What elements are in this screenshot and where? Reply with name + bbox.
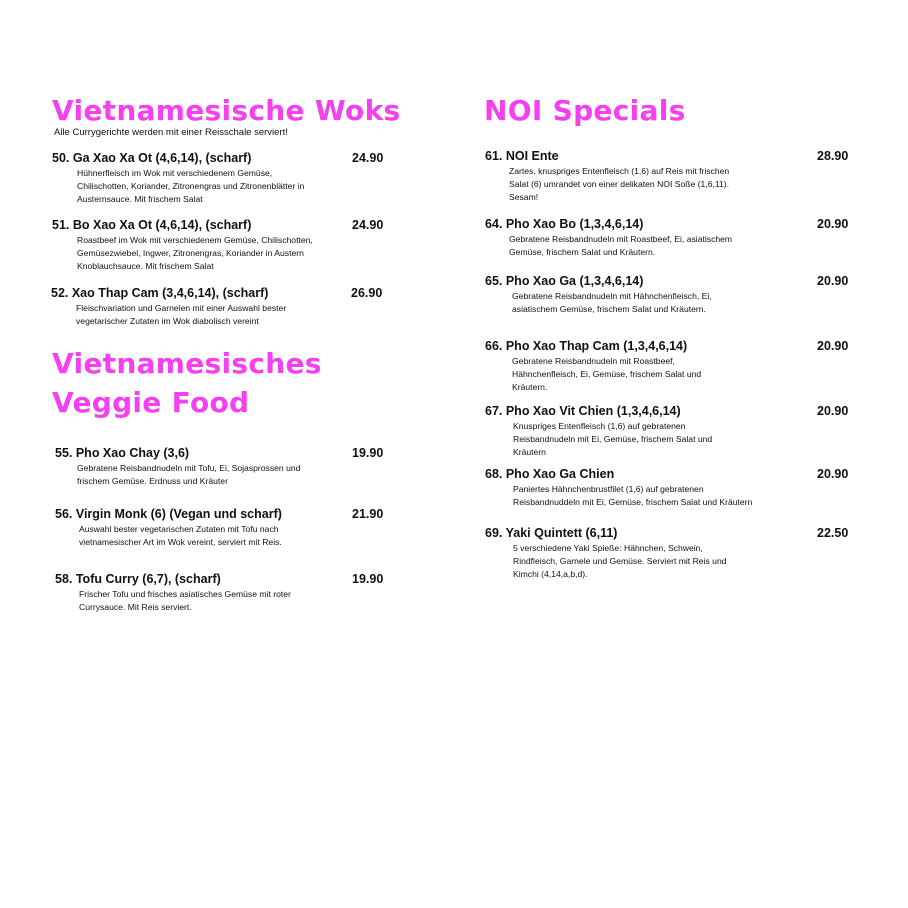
item-description: Fleischvariation und Garnelen mit einer Auswahl bester vegetarischer Zutaten im Wok diabolisch vereint xyxy=(76,303,287,326)
item-description: Gebratene Reisbandnudeln mit Roastbeef, Ei, asiatischem Gemüse, frischem Salat und Kräutern. xyxy=(509,234,733,257)
item-price: 21.90 xyxy=(352,507,384,521)
item-price: 20.90 xyxy=(817,404,849,418)
item-name: 65. Pho Xao Ga (1,3,4,6,14) xyxy=(485,274,644,288)
menu-item-65 xyxy=(485,274,849,316)
menu-item-56 xyxy=(55,507,384,549)
section-title-veggie-line2: Veggie Food xyxy=(52,386,250,419)
item-price: 28.90 xyxy=(817,149,849,163)
menu-item-50 xyxy=(52,151,384,205)
menu-item-68 xyxy=(485,467,849,509)
item-name: 56. Virgin Monk (6) (Vegan und scharf) xyxy=(55,507,282,521)
menu-item-55 xyxy=(55,446,384,488)
menu-item-67 xyxy=(485,404,849,458)
item-name: 66. Pho Xao Thap Cam (1,3,4,6,14) xyxy=(485,339,688,353)
item-price: 24.90 xyxy=(352,218,384,232)
item-price: 19.90 xyxy=(352,572,384,586)
menu-item-61 xyxy=(485,149,849,203)
section-title-specials: NOI Specials xyxy=(484,94,686,127)
section-title-veggie-line1: Vietnamesisches xyxy=(52,347,322,380)
item-description: Gebratene Reisbandnudeln mit Tofu, Ei, Sojasprossen und frischem Gemüse. Erdnuss und Kräuter xyxy=(77,463,301,486)
item-description: 5 verschiedene Yaki Spieße: Hähnchen, Schwein, Rindfleisch, Garnele und Gemüse. Serviert mit Reis und Kimchi (4,14,a,b,d). xyxy=(513,543,727,579)
item-price: 20.90 xyxy=(817,339,849,353)
item-name: 55. Pho Xao Chay (3,6) xyxy=(55,446,190,460)
item-price: 26.90 xyxy=(351,286,383,300)
menu-item-51 xyxy=(52,218,384,272)
section-subtitle-woks: Alle Currygerichte werden mit einer Reisschale serviert! xyxy=(54,127,288,138)
section-title-woks: Vietnamesische Woks xyxy=(52,94,401,127)
menu-item-52 xyxy=(51,286,383,328)
item-name: 51. Bo Xao Xa Ot (4,6,14), (scharf) xyxy=(52,218,252,232)
item-description: Knuspriges Entenfleisch (1,6) auf gebratenen Reisbandnudeln mit Ei, Gemüse, frischem Salat und Kräutern xyxy=(513,421,713,457)
item-name: 58. Tofu Curry (6,7), (scharf) xyxy=(55,572,221,586)
item-description: Gebratene Reisbandnudeln mit Roastbeef, Hähnchenfleisch, Ei, Gemüse, frischem Salat und Kräutern. xyxy=(512,356,702,392)
item-description: Paniertes Hähnchenbrustfilet (1,6) auf gebratenen Reisbandnuddeln mit Ei, Gemüse, frischem Salat und Kräutern xyxy=(513,484,753,507)
item-description: Roastbeef im Wok mit verschiedenem Gemüse, Chilischotten, Gemüsezwiebel, Ingwer, Zitronengras, Koriander in Austern Knoblauchsauce. Mit frischem Salat xyxy=(77,235,313,271)
item-name: 61. NOI Ente xyxy=(485,149,559,163)
item-price: 22.50 xyxy=(817,526,849,540)
menu-item-64 xyxy=(485,217,849,259)
item-price: 20.90 xyxy=(817,467,849,481)
item-description: Zartes, knuspriges Entenfleisch (1,6) auf Reis mit frischen Salat (6) umrandet von einer delikaten NOI Soße (1,6,11). Sesam! xyxy=(509,166,730,202)
item-name: 52. Xao Thap Cam (3,4,6,14), (scharf) xyxy=(51,286,269,300)
item-name: 64. Pho Xao Bo (1,3,4,6,14) xyxy=(485,217,644,231)
menu-item-66 xyxy=(485,339,849,393)
item-description: Gebratene Reisbandnudeln mit Hähnchenfleisch, Ei, asiatischem Gemüse, frischem Salat und Kräutern. xyxy=(512,291,712,314)
item-price: 24.90 xyxy=(352,151,384,165)
item-name: 50. Ga Xao Xa Ot (4,6,14), (scharf) xyxy=(52,151,252,165)
menu-item-69 xyxy=(485,526,849,580)
item-price: 19.90 xyxy=(352,446,384,460)
item-price: 20.90 xyxy=(817,274,849,288)
item-name: 69. Yaki Quintett (6,11) xyxy=(485,526,618,540)
item-description: Auswahl bester vegetarischen Zutaten mit Tofu nach vietnamesischer Art im Wok vereint, serviert mit Reis. xyxy=(79,524,282,547)
item-description: Hühnerfleisch im Wok mit verschiedenem Gemüse, Chilischotten, Koriander, Zitronengras und Zitronenblätter in Austernsauce. Mit frischem Salat xyxy=(77,168,305,204)
item-name: 68. Pho Xao Ga Chien xyxy=(485,467,615,481)
menu-item-58 xyxy=(55,572,384,614)
item-price: 20.90 xyxy=(817,217,849,231)
item-name: 67. Pho Xao Vit Chien (1,3,4,6,14) xyxy=(485,404,681,418)
item-description: Frischer Tofu und frisches asiatisches Gemüse mit roter Currysauce. Mit Reis serviert. xyxy=(79,589,291,612)
